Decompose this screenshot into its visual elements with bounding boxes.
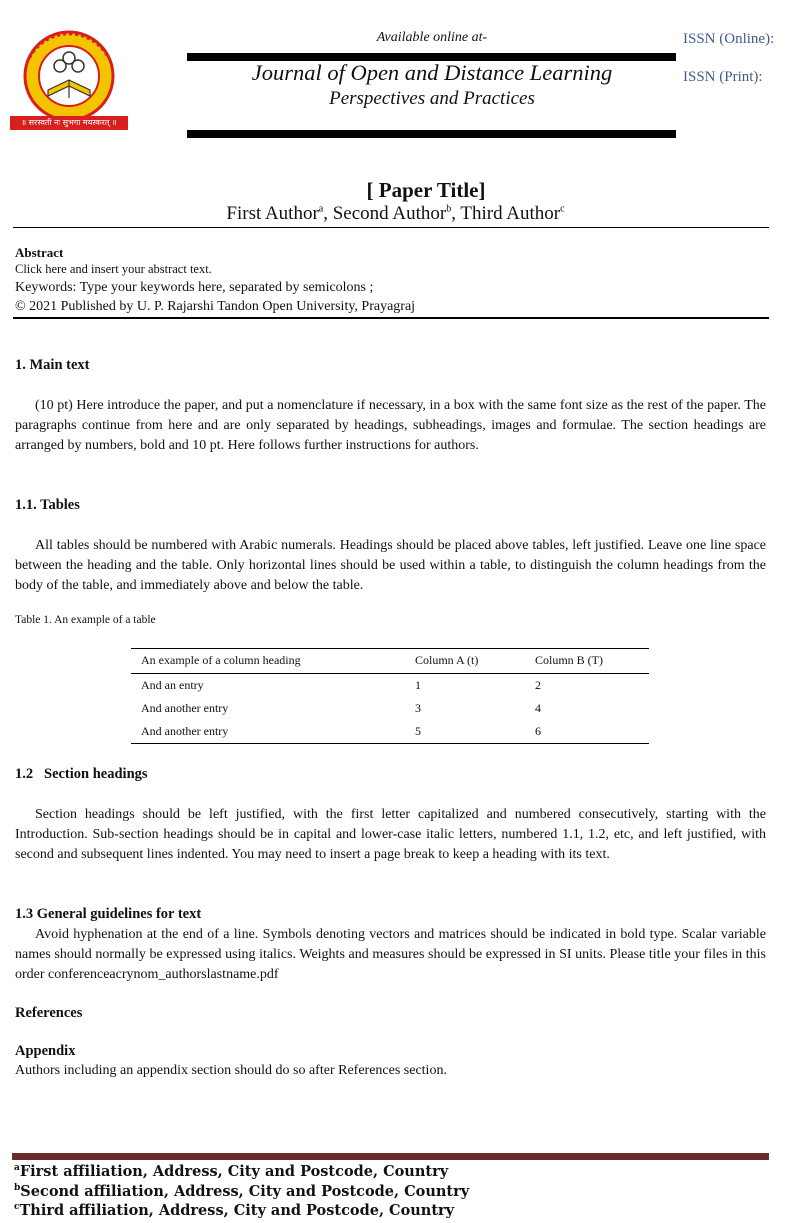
journal-title: Journal of Open and Distance Learning <box>251 60 613 85</box>
author-name: Third Author <box>460 203 561 224</box>
section-heading-section-headings: 1.2 Section headings <box>15 766 148 782</box>
affiliation-text: Third affiliation, Address, City and Postcode, Country <box>19 1202 455 1219</box>
affiliation-sup: a <box>14 1163 20 1174</box>
author-list: First Author$^a$, Second Author$^b$, Third Author$^c$ <box>226 203 565 224</box>
table-header-cell: An example of a column heading <box>131 649 405 674</box>
table-caption: Table 1. An example of a table <box>15 614 156 626</box>
affiliation-sup: b <box>14 1183 21 1194</box>
issn-online: ISSN (Online): <box>683 31 775 47</box>
table-cell: 2 <box>535 678 541 692</box>
affiliation-sup: c <box>14 1202 20 1213</box>
table-header-cell: Column A (t) <box>405 649 525 674</box>
journal-subtitle: Perspectives and Practices <box>329 88 535 109</box>
author-sup: c <box>560 203 565 215</box>
table-header-row <box>131 649 649 674</box>
available-online-text: Available online at- <box>376 30 488 45</box>
paper-title: [ Paper Title] <box>366 178 486 202</box>
table-cell: 3 <box>415 701 421 715</box>
table-row <box>131 697 649 720</box>
table-cell: 6 <box>525 720 649 744</box>
affiliation-line <box>14 1163 448 1180</box>
section-heading-main: 1. Main text <box>15 357 90 373</box>
appendix-heading: Appendix <box>15 1043 76 1059</box>
table-row <box>131 674 649 698</box>
keywords-text: Keywords: Type your keywords here, separated by semicolons ; <box>15 280 374 295</box>
section-headings-paragraph: Section headings should be left justified, with the first letter capitalized and numbered consecutively, starting with the Introduction. Sub-section headings should be in capital and lower-case italic letters, numbered 1.1, 1.2, etc, and left justified, with second and subsequent lines indented. You may need to insert a page break to keep a heading with its text. <box>15 807 766 862</box>
author-sup: b <box>446 203 452 215</box>
table-cell: 1 <box>415 678 421 692</box>
author-sup: a <box>318 203 324 215</box>
header-bottom-bar <box>187 130 676 138</box>
copyright-text: © 2021 Published by U. P. Rajarshi Tandon Open University, Prayagraj <box>15 299 416 314</box>
table-cell: 4 <box>535 701 541 715</box>
example-table <box>131 648 649 744</box>
issn-print: ISSN (Print): <box>683 69 763 85</box>
abstract-rule <box>13 317 769 319</box>
guidelines-paragraph: Avoid hyphenation at the end of a line. Symbols denoting vectors and matrices should be indicated in bold type. Scalar variable names should normally be expressed using italics. Weights and measures should be expressed in SI units. Please title your files in this order conferenceacrynom_authorslastname.pdf <box>15 927 766 982</box>
main-paragraph: (10 pt) Here introduce the paper, and put a nomenclature if necessary, in a box with the same font size as the rest of the paper. The paragraphs continue from here and are only separated by headings, subheadings, images and formulae. The section headings are arranged by numbers, bold and 10 pt. Here follows further instructions for authors. <box>15 398 766 453</box>
footer-bar <box>12 1153 769 1160</box>
title-rule <box>13 227 769 228</box>
appendix-text: Authors including an appendix section should do so after References section. <box>15 1063 447 1078</box>
table-cell: And another entry <box>131 720 405 744</box>
affiliation-text: First affiliation, Address, City and Postcode, Country <box>19 1163 449 1180</box>
table-cell: And an entry <box>141 678 204 692</box>
section-heading-guidelines: 1.3 General guidelines for text <box>15 906 202 922</box>
table-cell: And another entry <box>141 701 229 715</box>
logo-motto: ॥ सरस्वती नः सुभगा मयस्करत् ॥ <box>21 118 117 127</box>
table-row <box>131 720 649 744</box>
author-name: Second Author <box>332 203 447 224</box>
references-heading: References <box>15 1005 83 1021</box>
affiliation-text: Second affiliation, Address, City and Postcode, Country <box>20 1183 470 1200</box>
university-logo <box>10 28 128 132</box>
section-heading-tables: 1.1. Tables <box>15 497 80 513</box>
author-name: First Author <box>226 203 319 224</box>
affiliation-line <box>14 1183 469 1200</box>
tables-paragraph: All tables should be numbered with Arabic numerals. Headings should be placed above tables, left justified. Leave one line space between the heading and the table. Only horizontal lines should be used within a table, to distinguish the column headings from the body of the table, and immediately above and below the table. <box>15 538 766 593</box>
abstract-heading: Abstract <box>15 245 64 260</box>
table-header-cell: Column B (T) <box>525 649 649 674</box>
affiliation-line <box>14 1202 454 1219</box>
abstract-text: Click here and insert your abstract text. <box>15 262 212 276</box>
table-cell: 5 <box>405 720 525 744</box>
